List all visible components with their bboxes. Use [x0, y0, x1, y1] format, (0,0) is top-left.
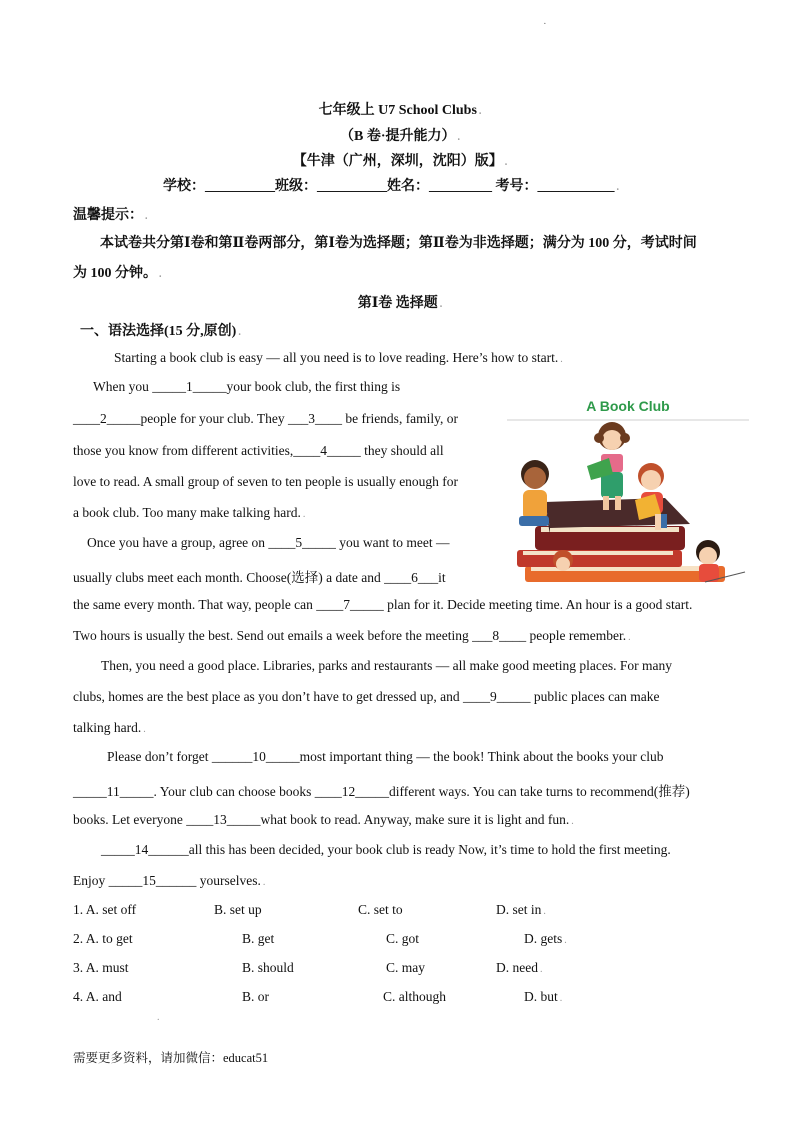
edition-line: 【牛津（广州，深圳，沈阳）版】 . — [292, 154, 508, 169]
option-b: B. or — [242, 989, 269, 1004]
passage-line: those you know from different activities,____4_____ they should all — [73, 443, 444, 458]
option-a: 4. A. and — [73, 989, 122, 1004]
header-mark: · — [543, 18, 547, 30]
option-c: C. got — [386, 931, 420, 946]
passage-line: a book club. Too many make talking hard. . — [73, 505, 306, 520]
section-title: 一、语法选择(15 分,原创) . — [80, 324, 241, 339]
tip-heading: 温馨提示： . — [73, 208, 148, 223]
option-d: D. need . — [496, 960, 543, 975]
passage-line: love to read. A small group of seven to ten people is usually enough for — [73, 474, 459, 489]
passage-line: clubs, homes are the best place as you don’t have to get dressed up, and ____9_____ public places can make — [73, 689, 660, 704]
option-b: B. get — [242, 931, 275, 946]
illustration-title: A Book Club — [586, 398, 670, 414]
option-d: D. set in . — [496, 902, 546, 917]
passage-line: _____11_____. Your club can choose books ____12_____different ways. You can take turns to recommend(推荐) — [73, 784, 690, 799]
passage-line: Enjoy _____15______ yourselves. . — [73, 873, 266, 888]
option-d: D. but . — [524, 989, 563, 1004]
paragraph-mark: . — [157, 1012, 160, 1023]
passage-line: _____14______all this has been decided, your book club is ready Now, it’s time to hold the first meeting. — [101, 842, 671, 857]
student-info-line: 学校：__________班级：__________姓名：_________ 考号：___________ . — [163, 179, 619, 194]
passage-line: talking hard. . — [73, 720, 146, 735]
passage-line: ____2_____people for your club. They ___3____ be friends, family, or — [73, 411, 459, 426]
passage-line: books. Let everyone ____13_____what book to read. Anyway, make sure it is light and fun. . — [73, 812, 574, 827]
option-b: B. should — [242, 960, 294, 975]
option-c: C. although — [383, 989, 446, 1004]
option-a: 2. A. to get — [73, 931, 133, 946]
book-club-drawing — [505, 396, 751, 586]
page-title: 七年级上 U7 School Clubs . — [318, 103, 482, 118]
book-club-illustration — [505, 396, 751, 586]
passage-line: Then, you need a good place. Libraries, parks and restaurants — all make good meeting places. For many — [101, 658, 672, 673]
option-d: D. gets . — [524, 931, 567, 946]
passage-line: usually clubs meet each month. Choose(选择) a date and ____6___it — [73, 570, 446, 585]
passage-line: Please don’t forget ______10_____most important thing — the book! Think about the books your club — [107, 749, 664, 764]
footer-note: 需要更多资料，请加微信：educat51 — [73, 1051, 269, 1065]
tip-text-line-1: 本试卷共分第Ⅰ卷和第Ⅱ卷两部分，第Ⅰ卷为选择题；第Ⅱ卷为非选择题；满分为 100 分，考试时间 — [100, 236, 697, 251]
option-a: 3. A. must — [73, 960, 129, 975]
tip-text-line-2: 为 100 分钟。 . — [73, 266, 162, 281]
passage-line: When you _____1_____your book club, the first thing is — [93, 379, 401, 394]
passage-line: Starting a book club is easy — all you need is to love reading. Here’s how to start. . — [114, 350, 563, 365]
page-subtitle: （B 卷·提升能力） . — [339, 129, 460, 144]
option-a: 1. A. set off — [73, 902, 137, 917]
passage-line: the same every month. That way, people can ____7_____ plan for it. Decide meeting time. An hour is a good start. — [73, 597, 693, 612]
option-b: B. set up — [214, 902, 262, 917]
passage-line: Two hours is usually the best. Send out emails a week before the meeting ___8____ people remember. . — [73, 628, 631, 643]
passage-line: Once you have a group, agree on ____5_____ you want to meet — — [87, 535, 450, 550]
part-title: 第Ⅰ卷 选择题 . — [357, 296, 443, 311]
option-c: C. may — [386, 960, 425, 975]
option-c: C. set to — [358, 902, 403, 917]
